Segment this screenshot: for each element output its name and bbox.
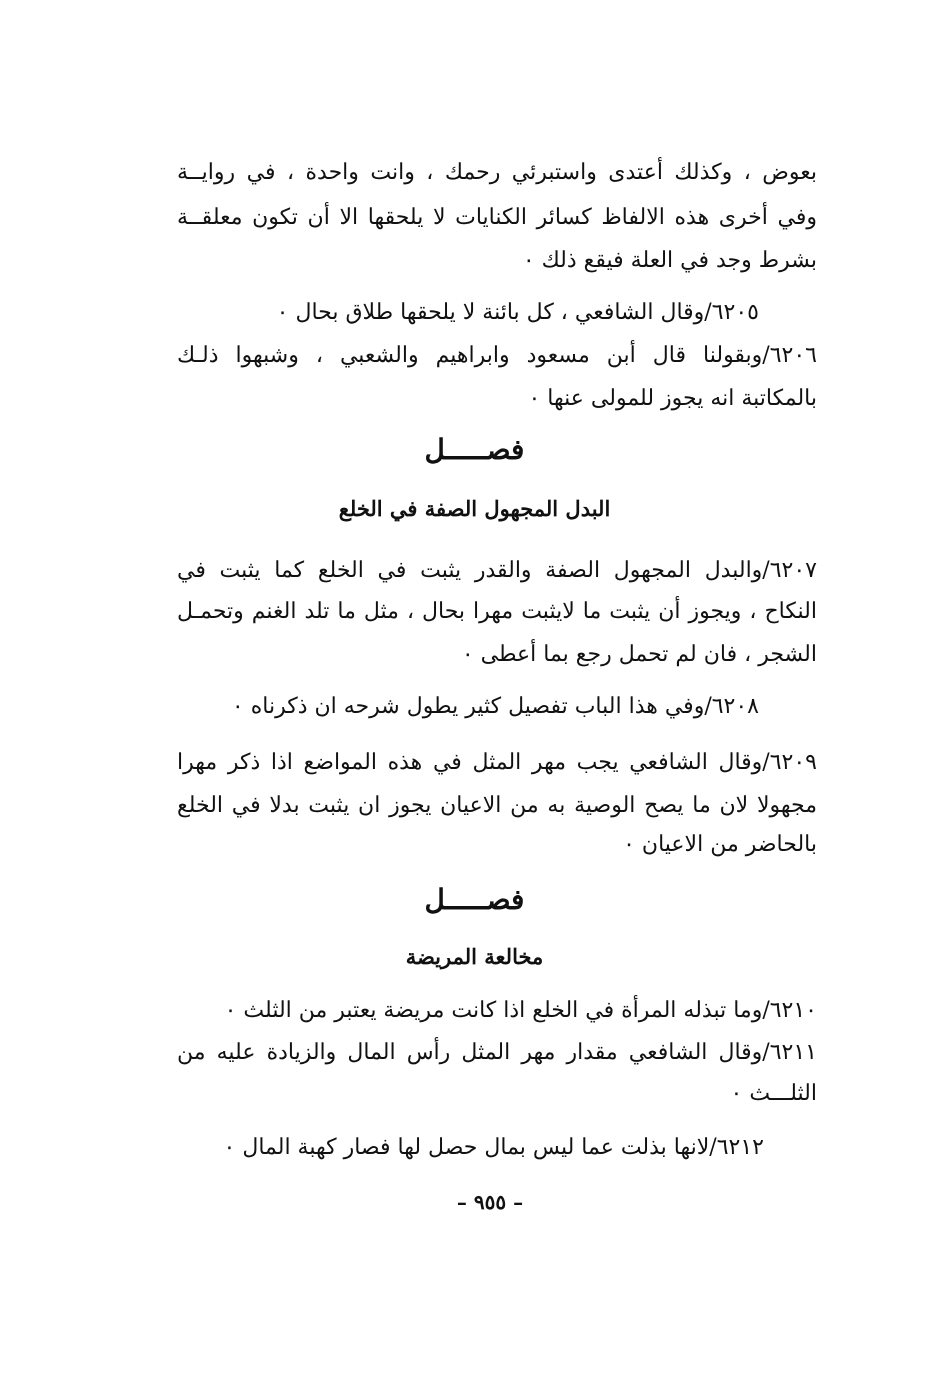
text-line: ٦٢٠٨/وفي هذا الباب تفصيل كثير يطول شرحه ان ذكرناه ٠	[231, 694, 759, 719]
text-line: الشجر ، فان لم تحمل رجع بما أعطى ٠	[461, 642, 817, 667]
text-line: بالمكاتبة انه يجوز للمولى عنها ٠	[528, 386, 817, 411]
text-line: بعوض ، وكذلك أعتدى واستبرئي رحمك ، وانت واحدة ، في روايــة	[177, 160, 817, 185]
section-subheading: مخالعة المريضة	[405, 944, 544, 969]
text-line: ٦٢١٢/لانها بذلت عما ليس بمال حصل لها فصار كهبة المال ٠	[223, 1135, 764, 1160]
text-line: ٦٢٠٥/وقال الشافعي ، كل بائنة لا يلحقها طلاق بحال ٠	[276, 300, 759, 325]
text-line: ٦٢٠٩/وقال الشافعي يجب مهر المثل في هذه المواضع اذا ذكر مهرا	[177, 750, 817, 775]
text-line: مجهولا لان ما يصح الوصية به من الاعيان يجوز ان يثبت بدلا في الخلع	[177, 793, 817, 818]
text-line: ٦٢١٠/وما تبذله المرأة في الخلع اذا كانت مريضة يعتبر من الثلث ٠	[224, 998, 817, 1023]
text-line: ٦٢١١/وقال الشافعي مقدار مهر المثل رأس المال والزيادة عليه من	[177, 1040, 817, 1065]
text-line: وفي أخرى هذه الالفاظ كسائر الكنايات لا يلحقها الا أن تكون معلقــة	[177, 205, 817, 230]
text-line: الثلـــث ٠	[730, 1081, 817, 1106]
section-subheading: البدل المجهول الصفة في الخلع	[338, 496, 611, 521]
section-heading: فصـــــل	[424, 883, 525, 916]
text-line: ٦٢٠٧/والبدل المجهول الصفة والقدر يثبت في الخلع كما يثبت في	[177, 558, 817, 583]
text-line: النكاح ، ويجوز أن يثبت ما لايثبت مهرا بحال ، مثل ما تلد الغنم وتحمـل	[177, 599, 817, 624]
text-line: ٦٢٠٦/وبقولنا قال أبن مسعود وابراهيم والشعبي ، وشبهوا ذلـك	[177, 343, 817, 368]
section-heading: فصـــــل	[424, 433, 525, 466]
text-line: بشرط وجد في العلة فيقع ذلك ٠	[522, 248, 817, 273]
text-line: بالحاضر من الاعيان ٠	[623, 832, 817, 857]
page-number: – ٩٥٥ –	[456, 1190, 524, 1214]
